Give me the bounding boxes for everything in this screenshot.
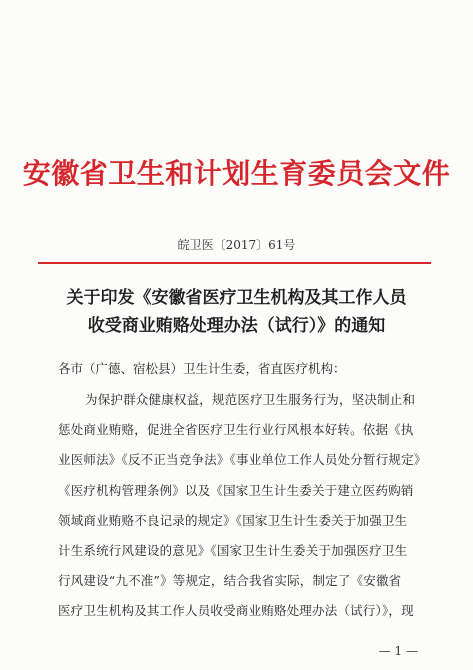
salutation: 各市（广德、宿松县）卫生计生委，省直医疗机构： bbox=[58, 361, 346, 376]
body-line: 行风建设“九不准”》等规定，结合我省实际，制定了《安徽省 bbox=[58, 573, 402, 588]
subject-line-2: 收受商业贿赂处理办法（试行）》的通知 bbox=[87, 316, 386, 336]
document-header-title: 安徽省卫生和计划生育委员会文件 bbox=[22, 157, 451, 190]
body-line: 《医疗机构管理条例》以及《国家卫生计生委关于建立医药购销 bbox=[58, 483, 414, 498]
body-line: 业医师法》《反不正当竞争法》《事业单位工作人员处分暂行规定》 bbox=[58, 452, 427, 467]
red-divider-line bbox=[38, 262, 431, 264]
subject-line-1: 关于印发《安徽省医疗卫生机构及其工作人员 bbox=[66, 288, 407, 308]
body-line: 惩处商业贿赂，促进全省医疗卫生行业行风根本好转。依据《执 bbox=[58, 422, 414, 437]
page-number: — 1 — bbox=[378, 644, 418, 658]
body-line: 计生系统行风建设的意见》《国家卫生计生委关于加强医疗卫生 bbox=[58, 543, 408, 558]
document-number: 皖卫医〔2017〕61号 bbox=[177, 238, 296, 252]
body-line: 医疗卫生机构及其工作人员收受商业贿赂处理办法（试行）》，现 bbox=[58, 603, 414, 618]
body-line: 领域商业贿赂不良记录的规定》《国家卫生计生委关于加强卫生 bbox=[58, 513, 408, 528]
body-line: 为保护群众健康权益，规范医疗卫生服务行为，坚决制止和 bbox=[85, 392, 416, 407]
